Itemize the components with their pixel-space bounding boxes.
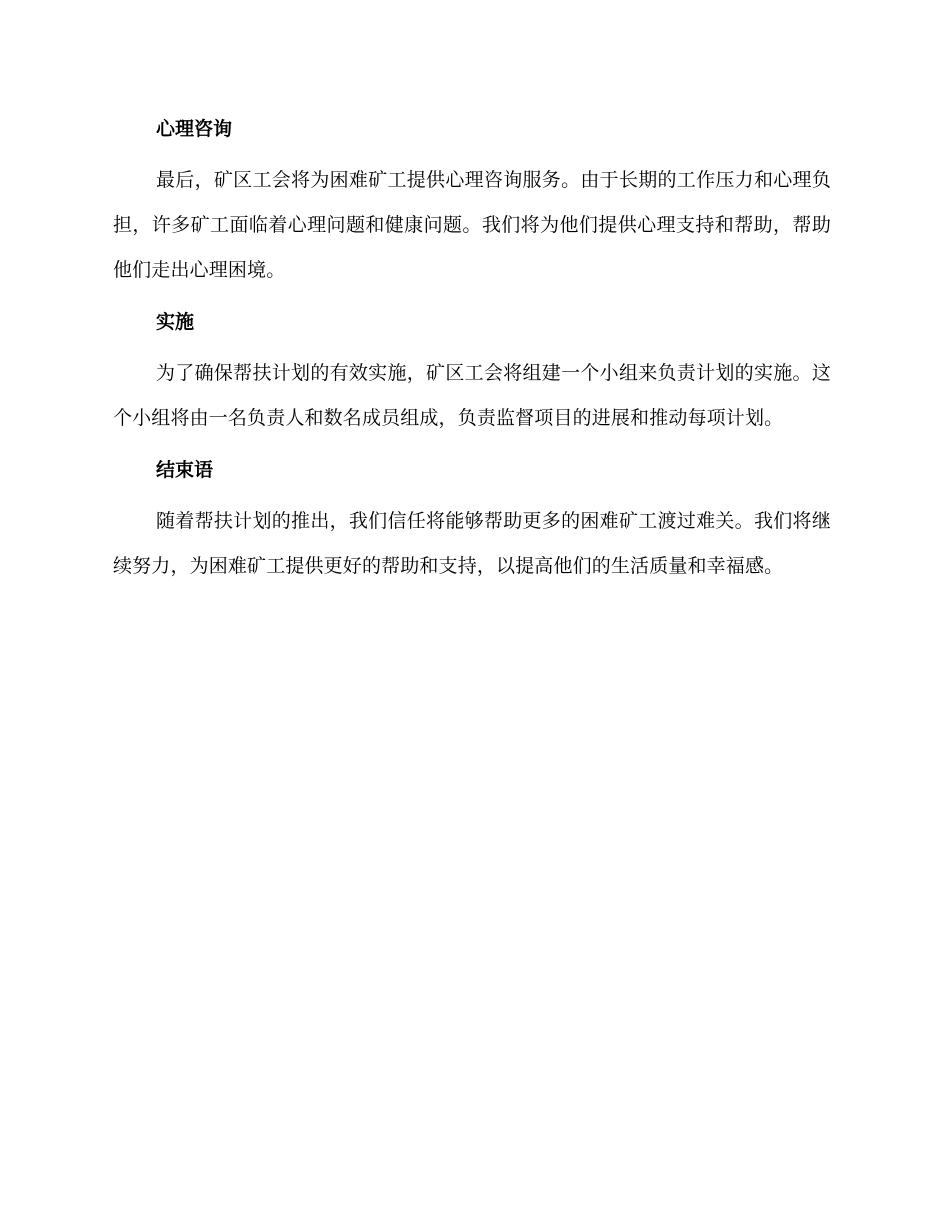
section-paragraph: 为了确保帮扶计划的有效实施，矿区工会将组建一个小组来负责计划的实施。这个小组将由一名负责人和数名成员组成，负责监督项目的进展和推动每项计划。 <box>113 362 831 429</box>
section-heading: 心理咨询 <box>156 118 233 140</box>
section-paragraph: 随着帮扶计划的推出，我们信任将能够帮助更多的困难矿工渡过难关。我们将继续努力，为困难矿工提供更好的帮助和支持，以提高他们的生活质量和幸福感。 <box>113 510 831 577</box>
section-paragraph: 最后，矿区工会将为困难矿工提供心理咨询服务。由于长期的工作压力和心理负担，许多矿工面临着心理问题和健康问题。我们将为他们提供心理支持和帮助，帮助他们走出心理困境。 <box>113 169 831 281</box>
section-heading: 结束语 <box>156 459 214 481</box>
section-heading: 实施 <box>156 311 195 333</box>
section-psychological-counseling <box>113 110 831 293</box>
section-conclusion <box>113 451 831 589</box>
section-implementation <box>113 303 831 441</box>
document-content <box>113 110 831 599</box>
